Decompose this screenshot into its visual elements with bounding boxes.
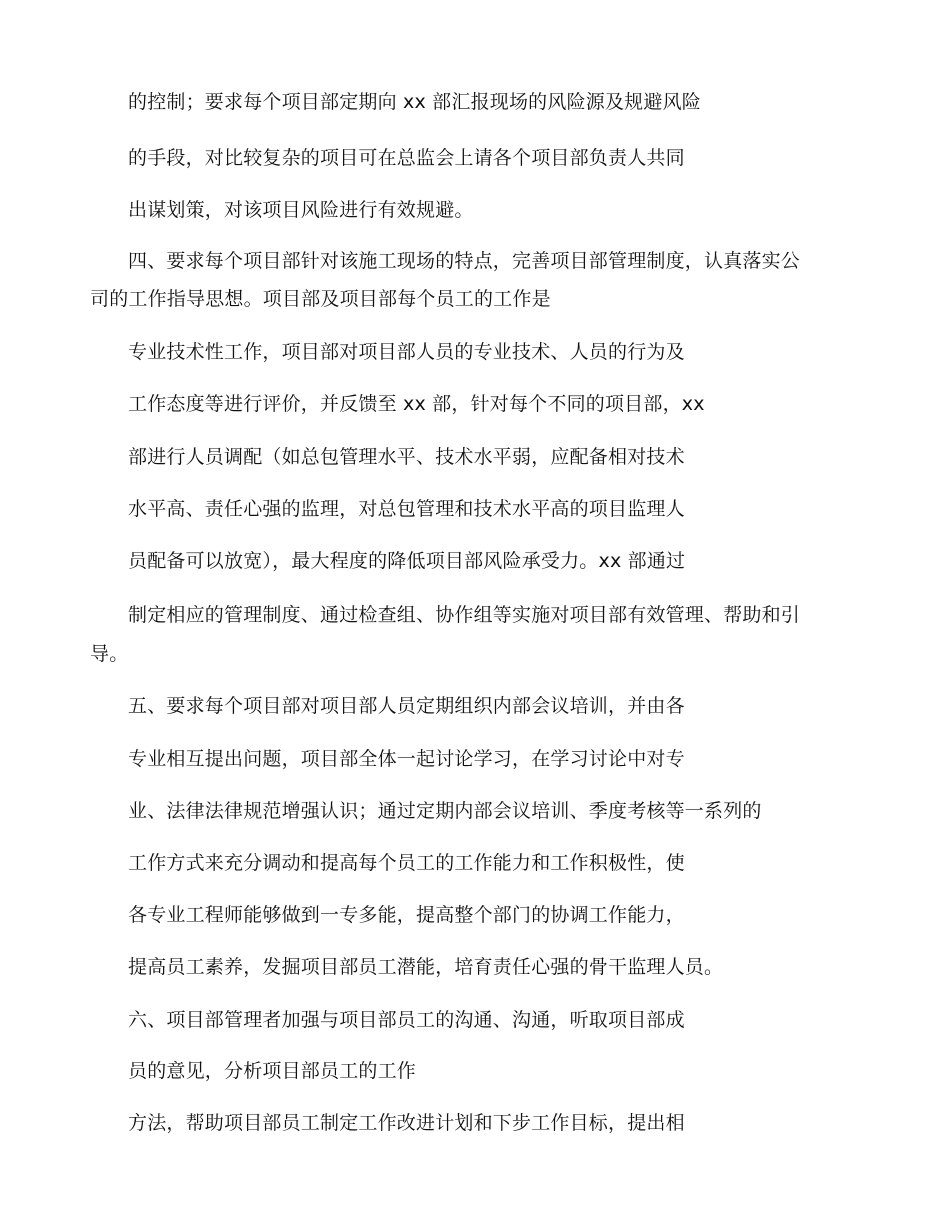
text-line: 专业技术性工作，项目部对项目部人员的专业技术、人员的行为及 bbox=[128, 341, 685, 363]
text-line: 制定相应的管理制度、通过检查组、协作组等实施对项目部有效管理、帮助和引 bbox=[128, 604, 801, 626]
paragraph-six-start: 六、项目部管理者加强与项目部员工的沟通、沟通，听取项目部成 bbox=[128, 1009, 685, 1031]
text-line: 司的工作指导思想。项目部及项目部每个员工的工作是 bbox=[90, 288, 551, 310]
text-line: 水平高、责任心强的监理，对总包管理和技术水平高的项目监理人 bbox=[128, 498, 685, 520]
text-line: 员配备可以放宽），最大程度的降低项目部风险承受力。xx 部通过 bbox=[128, 550, 686, 572]
text-line: 专业相互提出问题，项目部全体一起讨论学习，在学习讨论中对专 bbox=[128, 748, 685, 770]
text-line: 员的意见，分析项目部员工的工作 bbox=[128, 1060, 417, 1082]
text-line: 部进行人员调配（如总包管理水平、技术水平弱，应配备相对技术 bbox=[128, 446, 685, 468]
text-line: 出谋划策，对该项目风险进行有效规避。 bbox=[128, 199, 474, 221]
paragraph-five-start: 五、要求每个项目部对项目部人员定期组织内部会议培训，并由各 bbox=[128, 695, 685, 717]
paragraph-four-start: 四、要求每个项目部针对该施工现场的特点，完善项目部管理制度，认真落实公 bbox=[128, 250, 801, 272]
text-line: 工作态度等进行评价，并反馈至 xx 部，针对每个不同的项目部，xx bbox=[128, 393, 705, 415]
text-line: 方法，帮助项目部员工制定工作改进计划和下步工作目标，提出相 bbox=[128, 1112, 685, 1134]
text-line: 各专业工程师能够做到一专多能，提高整个部门的协调工作能力， bbox=[128, 904, 685, 926]
text-line: 工作方式来充分调动和提高每个员工的工作能力和工作积极性，使 bbox=[128, 852, 685, 874]
text-line: 的手段，对比较复杂的项目可在总监会上请各个项目部负责人共同 bbox=[128, 147, 685, 169]
text-line: 提高员工素养，发掘项目部员工潜能，培育责任心强的骨干监理人员。 bbox=[128, 956, 724, 978]
text-line: 业、法律法律规范增强认识；通过定期内部会议培训、季度考核等一系列的 bbox=[128, 800, 762, 822]
text-line: 导。 bbox=[90, 643, 129, 665]
text-line: 的控制；要求每个项目部定期向 xx 部汇报现场的风险源及规避风险 bbox=[128, 91, 701, 113]
